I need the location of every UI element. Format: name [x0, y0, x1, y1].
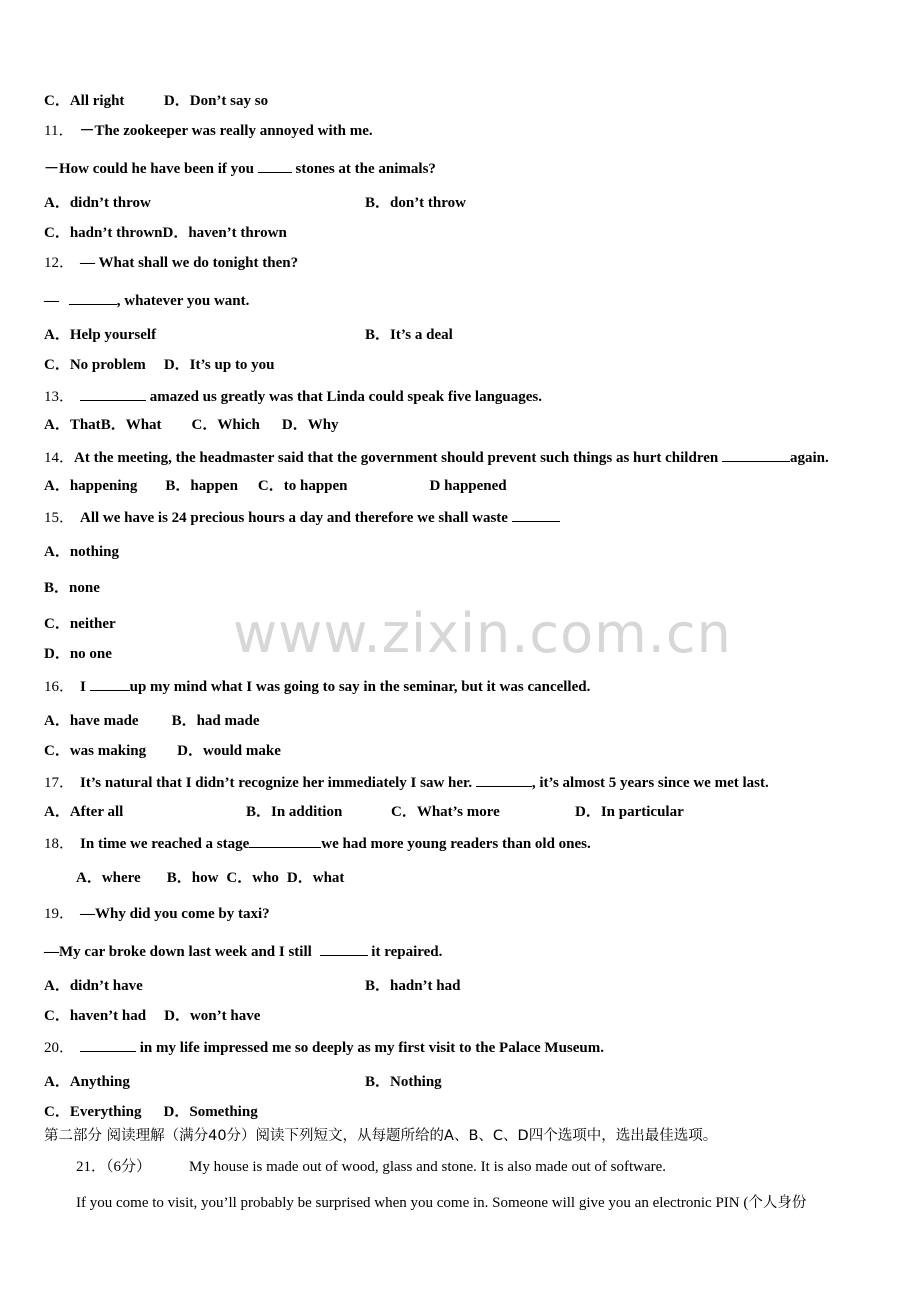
q19-option-d: D．won’t have: [164, 1008, 261, 1024]
q21-number: 21．（6分）: [76, 1159, 152, 1175]
q19-options-cd: [44, 1007, 260, 1025]
q16-stem: [44, 676, 590, 696]
q10-option-d: D．Don’t say so: [163, 93, 269, 109]
q12-option-a: A．Help yourself: [44, 327, 157, 343]
q17-number: 17．: [44, 775, 75, 791]
q11-blank: [258, 158, 292, 173]
q18-text-a: In time we reached a stage: [80, 836, 250, 852]
q13-option-a: A．That: [44, 417, 101, 433]
q13-stem: [44, 386, 542, 406]
q15-number: 15．: [44, 510, 75, 526]
q15-option-d: D．no one: [44, 646, 112, 662]
q12-text: — What shall we do tonight then?: [80, 255, 299, 271]
q13-option-b: B．What: [100, 417, 162, 433]
q19-text: —Why did you come by taxi?: [80, 906, 270, 922]
q16-option-d: D．would make: [177, 743, 281, 759]
q12-text-a: —: [44, 293, 63, 309]
q15-text: All we have is 24 precious hours a day and therefore we shall waste: [80, 510, 512, 526]
q12-line1: [44, 254, 298, 272]
q18-text-b: we had more young readers than old ones.: [321, 836, 591, 852]
q14-option-b: B．happen: [165, 478, 238, 494]
q19-line2: [44, 941, 442, 961]
q18-options-row: [76, 869, 344, 887]
q11-number: 11．: [44, 123, 74, 139]
q14-option-a: A．happening: [44, 478, 138, 494]
q16-option-c: C．was making: [44, 743, 147, 759]
q20-blank: [80, 1037, 136, 1052]
q21-text: My house is made out of wood, glass and stone. It is also made out of software.: [189, 1159, 667, 1175]
q14-number: 14．: [44, 450, 75, 466]
q12-option-d: D．It’s up to you: [163, 357, 275, 373]
q18-option-a: A．where: [76, 870, 141, 886]
q10-options-row: [44, 92, 268, 110]
q11-options-cd: [44, 224, 287, 242]
q18-option-b: B．how: [166, 870, 219, 886]
q11-line2: [44, 158, 436, 178]
q17-stem: [44, 772, 769, 792]
q20-option-d: D．Something: [163, 1104, 258, 1120]
q16-blank: [90, 676, 130, 691]
q18-option-d: D．what: [286, 870, 345, 886]
q11-text-a: －How could he have been if you: [44, 161, 258, 177]
q13-options-row: [44, 416, 339, 434]
q11-option-b: B．don’t throw: [365, 195, 466, 211]
q15-stem: [44, 507, 560, 527]
q18-stem: [44, 833, 591, 853]
q19-line1: [44, 905, 270, 923]
q11-text: －The zookeeper was really annoyed with me.: [79, 123, 373, 139]
q11-text-b: stones at the animals?: [291, 161, 436, 177]
q20-option-c: C．Everything: [44, 1104, 142, 1120]
q15-option-c: C．neither: [44, 616, 116, 632]
q21-para2: [76, 1194, 806, 1212]
q18-number: 18．: [44, 836, 75, 852]
q19-option-c: C．haven’t had: [44, 1008, 147, 1024]
q20-option-a: A．Anything: [44, 1074, 130, 1090]
q19-text-a: —My car broke down last week and I still: [44, 944, 316, 960]
q16-number: 16．: [44, 679, 75, 695]
q19-number: 19．: [44, 906, 75, 922]
q19-option-b: B．hadn’t had: [365, 978, 461, 994]
q16-options-cd: [44, 742, 281, 760]
q20-text: in my life impressed me so deeply as my first visit to the Palace Museum.: [136, 1040, 605, 1056]
watermark-text: www.zixin.com.cn: [233, 602, 732, 665]
q16-option-b: B．had made: [171, 713, 260, 729]
q12-line2: [44, 290, 249, 310]
q13-text: amazed us greatly was that Linda could speak five languages.: [146, 389, 543, 405]
q19-blank: [320, 941, 368, 956]
q14-text-b: again.: [789, 450, 829, 466]
q21-para2-text: If you come to visit, you’ll probably be surprised when you come in. Someone will give you an electronic PIN (: [76, 1195, 749, 1211]
q19-text-b: it repaired.: [367, 944, 443, 960]
q15-blank: [512, 507, 560, 522]
section2-heading: 第二部分 阅读理解（满分40分）阅读下列短文，从每题所给的A、B、C、D四个选项中，选出最佳选项。: [44, 1128, 718, 1144]
q12-option-c: C．No problem: [44, 357, 146, 373]
q16-option-a: A．have made: [44, 713, 139, 729]
q14-option-c: C．to happen: [257, 478, 348, 494]
q16-options-ab: [44, 712, 260, 730]
q12-text-b: , whatever you want.: [116, 293, 250, 309]
q21-para2-zh: 个人身份: [748, 1195, 807, 1211]
q14-options-row: [44, 477, 507, 495]
q17-text-a: It’s natural that I didn’t recognize her immediately I saw her.: [80, 775, 476, 791]
q12-option-b: B．It’s a deal: [365, 327, 453, 343]
q14-stem: [44, 447, 829, 467]
q18-blank: [249, 833, 321, 848]
q13-option-c: C．Which: [191, 417, 260, 433]
q12-number: 12．: [44, 255, 75, 271]
q18-option-c: C．who: [226, 870, 279, 886]
q15-option-a: A．nothing: [44, 544, 120, 560]
q12-options-cd: [44, 356, 275, 374]
q14-blank: [722, 447, 790, 462]
q19-option-a: A．didn’t have: [44, 978, 143, 994]
q17-option-b: B．In addition: [246, 804, 343, 820]
q17-text-b: , it’s almost 5 years since we met last.: [531, 775, 769, 791]
q11-option-c: C．hadn’t thrown: [44, 225, 163, 241]
q20-options-cd: [44, 1103, 258, 1121]
q13-option-d: D．Why: [281, 417, 339, 433]
q13-blank: [80, 386, 146, 401]
q20-option-b: B．Nothing: [365, 1074, 442, 1090]
q17-option-c: C．What’s more: [391, 804, 500, 820]
q20-number: 20．: [44, 1040, 75, 1056]
q12-blank: [69, 290, 117, 305]
q14-option-d: D happened: [429, 478, 507, 494]
q11-option-d: D．haven’t thrown: [162, 225, 287, 241]
q15-option-b: B．none: [44, 580, 100, 596]
q17-option-a: A．After all: [44, 804, 124, 820]
q16-text-a: I: [80, 679, 90, 695]
q11-line1: [44, 122, 373, 140]
q11-option-a: A．didn’t throw: [44, 195, 151, 211]
q17-blank: [476, 772, 532, 787]
q17-option-d: D．In particular: [575, 804, 684, 820]
q21-line1: [76, 1158, 666, 1176]
q20-stem: [44, 1037, 604, 1057]
q14-text-a: At the meeting, the headmaster said that the government should prevent such things as hurt children: [74, 450, 722, 466]
q10-option-c: C．All right: [44, 93, 125, 109]
q13-number: 13．: [44, 389, 75, 405]
q16-text-b: up my mind what I was going to say in the seminar, but it was cancelled.: [129, 679, 591, 695]
